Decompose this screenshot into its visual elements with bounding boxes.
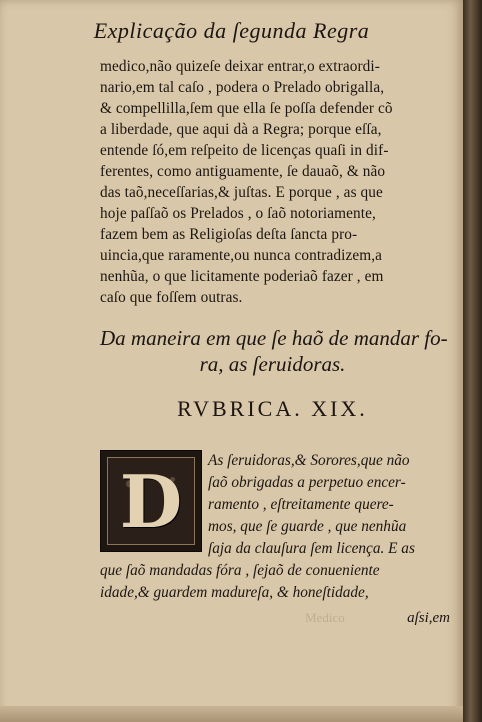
book-edge-bottom	[0, 706, 463, 722]
rubric-line: ſaõ obrigadas a perpetuo encer-	[208, 474, 406, 491]
initial-letter: D	[119, 458, 183, 544]
text-line: entende ſó,em reſpeito de licenças quaſi in dif-	[100, 142, 389, 159]
text-line: nenhũa, o que licitamente poderiaõ fazer , em	[100, 268, 384, 285]
running-header: Explicação da ſegunda Regra	[93, 18, 370, 43]
section-heading-line: ra, as ſeruidoras.	[199, 352, 346, 376]
section-heading	[100, 325, 448, 377]
rubric-line: que ſaõ mandadas fóra , ſejaõ de conueniente	[100, 562, 380, 579]
text-line: hoje paſſaõ os Prelados , o ſaõ notoriamente,	[100, 205, 376, 222]
rubric-line: idade,& guardem madureſa, & honeſtidade,	[100, 584, 369, 601]
text-line: & compellilla,ſem que ella ſe poſſa defender cõ	[100, 100, 393, 117]
rubric-line: As ſeruidoras,& Sorores,que não	[208, 452, 410, 469]
section-heading-line: Da maneira em que ſe haõ de mandar fo-	[100, 326, 448, 350]
text-line: caſo que foſſem outras.	[100, 289, 243, 306]
book-edge-right	[463, 0, 482, 722]
rubric-line: ſaja da clauſura ſem licença. E as	[208, 540, 415, 557]
decorated-initial	[100, 450, 202, 552]
text-line: uincia,que raramente,ou nunca contradizem,a	[100, 247, 383, 264]
rubric-title: RVBRICA. XIX.	[177, 396, 368, 421]
text-line: ferentes, como antiguamente, ſe dauaõ, & não	[100, 163, 386, 180]
text-line: medico,não quizeſe deixar entrar,o extraordi-	[100, 58, 380, 75]
text-line: a liberdade, que aqui dà a Regra; porque eſſa,	[100, 121, 382, 138]
rubric-line: mos, que ſe guarde , que nenhũa	[208, 518, 407, 535]
text-line: fazem bem as Religioſas deſta ſancta pro-	[100, 226, 358, 243]
text-line: das taõ,neceſſarias,& juſtas. E porque , as que	[100, 184, 383, 201]
catchword: aſsi,em	[407, 610, 450, 626]
show-through-text: Medico	[305, 610, 345, 625]
body-text	[100, 56, 445, 308]
text-line: nario,em tal caſo , podera o Prelado obrigalla,	[100, 79, 385, 96]
rubric-line: ramento , eſtreitamente quere-	[208, 496, 394, 513]
